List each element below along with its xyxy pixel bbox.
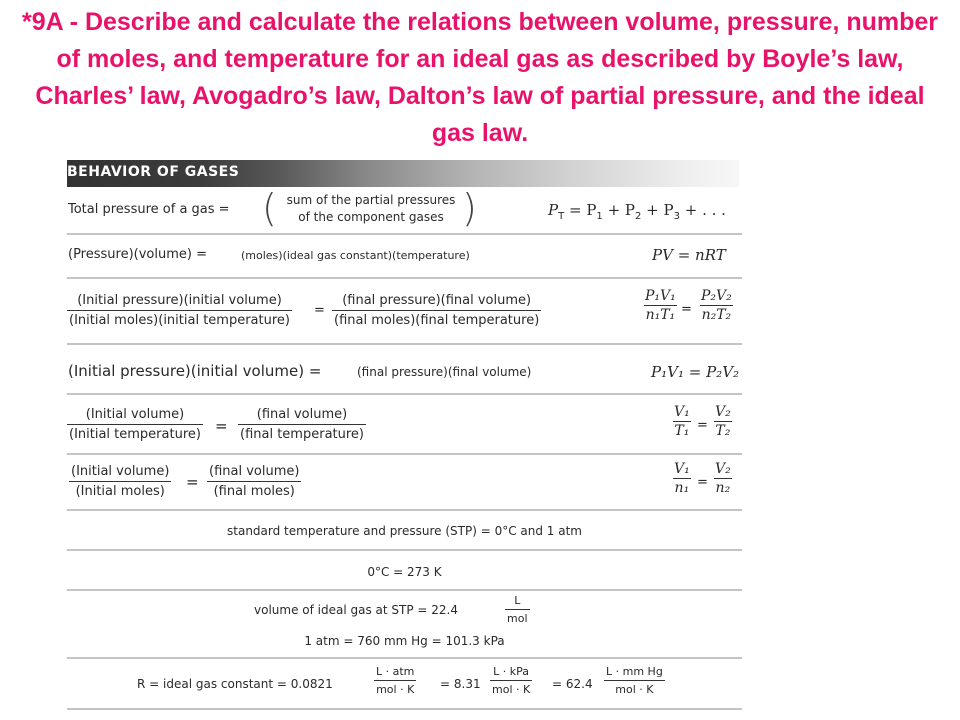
combined-formula-right: $\frac{\text{P₂V₂}}{\text{n₂T₂}}$ — [701, 288, 732, 323]
combined-lhs-fraction: (Initial pressure)(initial volume) (Initial moles)(initial temperature) — [69, 293, 290, 328]
r-value-3: = 62.4 — [552, 677, 593, 691]
row-divider — [67, 549, 742, 551]
dalton-label: Total pressure of a gas = — [68, 202, 230, 217]
r-unit-3: L · mm Hg mol · K — [606, 665, 663, 696]
boyle-lhs: (Initial pressure)(initial volume) = — [68, 362, 322, 380]
charles-formula-left: $\frac{\text{V₁}}{\text{T₁}}$ — [674, 404, 690, 439]
combined-rhs-fraction: (final pressure)(final volume) (final moles)(final temperature) — [334, 293, 540, 328]
boyle-formula: P₁V₁ = P₂V₂ — [651, 363, 740, 381]
avogadro-rhs-fraction: (final volume) (final moles) — [209, 464, 300, 499]
banner-label: BEHAVIOR OF GASES — [67, 164, 240, 180]
avogadro-formula-eq: = — [697, 475, 708, 490]
charles-rhs-fraction: (final volume) (final temperature) — [240, 407, 364, 442]
combined-eq: = — [314, 303, 325, 318]
molar-volume: volume of ideal gas at STP = 22.4 — [254, 603, 458, 617]
molar-volume-unit: L mol — [507, 594, 528, 625]
section-banner — [67, 160, 739, 187]
row-divider — [67, 453, 742, 455]
row-divider — [67, 509, 742, 511]
open-paren: ( — [262, 186, 277, 230]
slide-title: *9A - Describe and calculate the relations between volume, pressure, number of moles, and temperature for an ideal gas as described by Boyle’s law, Charles’ law, Avogadro’s law, Dalton’s law of partial pressure, and the ideal gas law. — [21, 8, 939, 147]
r-value-2: = 8.31 — [440, 677, 481, 691]
row-divider — [67, 277, 742, 279]
r-unit-2: L · kPa mol · K — [492, 665, 531, 696]
combined-formula-eq: = — [681, 302, 692, 317]
row-divider — [67, 708, 742, 710]
combined-formula-left: $\frac{\text{P₁V₁}}{\text{n₁T₁}}$ — [645, 288, 676, 323]
ideal-lhs: (Pressure)(volume) = — [68, 247, 207, 262]
charles-eq: = — [215, 417, 228, 435]
row-divider — [67, 657, 742, 659]
dalton-formula: $P_T = P_1 + P_2 + P_3$ + . . . — [548, 201, 726, 222]
avogadro-eq: = — [186, 473, 199, 491]
r-unit-1: L · atm mol · K — [376, 665, 415, 696]
ideal-formula: PV = nRT — [652, 246, 726, 264]
ideal-rhs: (moles)(ideal gas constant)(temperature) — [241, 249, 470, 262]
row-divider — [67, 393, 742, 395]
avogadro-formula-left: $\frac{\text{V₁}}{\text{n₁}}$ — [674, 461, 690, 496]
zero-celsius-kelvin: 0°C = 273 K — [367, 565, 442, 579]
charles-formula-eq: = — [697, 418, 708, 433]
dalton-paren-line2: of the component gases — [298, 210, 444, 224]
avogadro-lhs-fraction: (Initial volume) (Initial moles) — [71, 464, 170, 499]
charles-lhs-fraction: (Initial volume) (Initial temperature) — [69, 407, 201, 442]
row-divider — [67, 589, 742, 591]
boyle-rhs: (final pressure)(final volume) — [357, 365, 532, 379]
dalton-paren-line1: sum of the partial pressures — [286, 193, 456, 207]
close-paren: ) — [462, 186, 477, 230]
atm-conversion: 1 atm = 760 mm Hg = 101.3 kPa — [304, 634, 505, 648]
stp-definition: standard temperature and pressure (STP) = 0°C and 1 atm — [227, 524, 582, 538]
r-constant-prefix: R = ideal gas constant = 0.0821 — [137, 677, 333, 691]
row-divider — [67, 343, 742, 345]
charles-formula-right: $\frac{\text{V₂}}{\text{T₂}}$ — [715, 404, 731, 439]
row-divider — [67, 233, 742, 235]
avogadro-formula-right: $\frac{\text{V₂}}{\text{n₂}}$ — [715, 461, 731, 496]
